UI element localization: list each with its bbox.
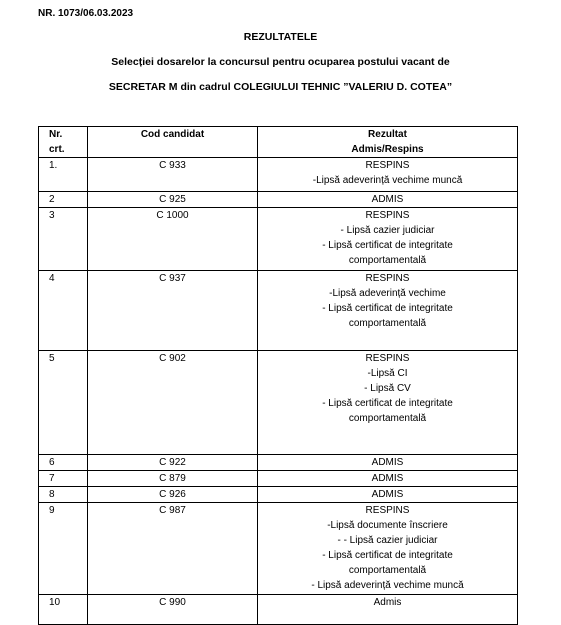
cell-rezultat [258, 455, 518, 471]
cell-nr: 8 [39, 487, 88, 503]
result-reason: -Lipsă CI [367, 368, 408, 379]
table-header-row [39, 127, 518, 158]
result-reason: -Lipsă documente înscriere [327, 520, 448, 531]
cell-nr: 5 [39, 351, 88, 455]
position-title: SECRETAR M din cadrul COLEGIULUI TEHNIC ”VALERIU D. COTEA” [108, 81, 453, 93]
result-reason: - Lipsă certificat de integritate [322, 240, 453, 251]
header-rezultat [258, 127, 518, 158]
header-nr [39, 127, 88, 158]
result-status: ADMIS [371, 473, 404, 484]
cell-nr: 6 [39, 455, 88, 471]
cell-nr: 1. [39, 158, 88, 192]
cell-nr: 10 [39, 595, 88, 625]
result-reason: comportamentală [348, 318, 427, 329]
cell-cod-candidat: C 987 [88, 503, 258, 595]
cell-rezultat [258, 271, 518, 351]
result-status: RESPINS [365, 160, 410, 171]
result-status: ADMIS [371, 457, 404, 468]
table-row [39, 192, 518, 208]
result-reason: -Lipsă adeverință vechime muncă [312, 175, 463, 186]
cell-rezultat [258, 351, 518, 455]
document-title: REZULTATELE [243, 31, 318, 43]
cell-cod-candidat: C 937 [88, 271, 258, 351]
table-row [39, 595, 518, 625]
cell-cod-candidat: C 902 [88, 351, 258, 455]
cell-cod-candidat: C 925 [88, 192, 258, 208]
results-table [38, 126, 518, 625]
cell-nr: 9 [39, 503, 88, 595]
cell-cod-candidat: C 926 [88, 487, 258, 503]
cell-cod-candidat: C 990 [88, 595, 258, 625]
cell-rezultat [258, 487, 518, 503]
table-row [39, 487, 518, 503]
cell-rezultat [258, 595, 518, 625]
cell-nr: 2 [39, 192, 88, 208]
result-status: ADMIS [371, 489, 404, 500]
cell-rezultat [258, 158, 518, 192]
cell-nr: 3 [39, 208, 88, 271]
header-rezultat-line1: Rezultat [368, 129, 407, 140]
cell-nr: 7 [39, 471, 88, 487]
cell-cod-candidat: C 879 [88, 471, 258, 487]
table-row [39, 455, 518, 471]
table-row [39, 471, 518, 487]
table-row [39, 158, 518, 192]
table-row [39, 271, 518, 351]
result-reason: -Lipsă adeverință vechime [329, 288, 446, 299]
document-subtitle: Selecției dosarelor la concursul pentru ocuparea postului vacant de [111, 56, 450, 68]
result-reason: - Lipsă certificat de integritate [322, 550, 453, 561]
result-reason: - Lipsă CV [364, 383, 411, 394]
result-reason: comportamentală [348, 565, 427, 576]
result-reason: - Lipsă certificat de integritate [322, 398, 453, 409]
result-status: RESPINS [365, 273, 410, 284]
table-row [39, 208, 518, 271]
document-number: NR. 1073/06.03.2023 [38, 8, 134, 19]
cell-cod-candidat: C 1000 [88, 208, 258, 271]
result-status: RESPINS [365, 210, 410, 221]
result-reason: - Lipsă adeverință vechime muncă [311, 580, 464, 591]
result-reason: comportamentală [348, 255, 427, 266]
result-status: RESPINS [365, 353, 410, 364]
cell-rezultat [258, 503, 518, 595]
table-row [39, 351, 518, 455]
cell-rezultat [258, 208, 518, 271]
header-cod: Cod candidat [88, 127, 258, 158]
result-reason: - - Lipsă cazier judiciar [337, 535, 438, 546]
header-nr-line1: Nr. [49, 129, 63, 140]
header-rezultat-line2: Admis/Respins [351, 144, 424, 155]
cell-cod-candidat: C 922 [88, 455, 258, 471]
cell-rezultat [258, 471, 518, 487]
cell-nr: 4 [39, 271, 88, 351]
result-reason: comportamentală [348, 413, 427, 424]
cell-rezultat [258, 192, 518, 208]
result-status: ADMIS [371, 194, 404, 205]
result-reason: - Lipsă certificat de integritate [322, 303, 453, 314]
header-nr-line2: crt. [49, 144, 65, 155]
table-row [39, 503, 518, 595]
result-status: Admis [373, 597, 402, 608]
cell-cod-candidat: C 933 [88, 158, 258, 192]
result-reason: - Lipsă cazier judiciar [340, 225, 435, 236]
result-status: RESPINS [365, 505, 410, 516]
